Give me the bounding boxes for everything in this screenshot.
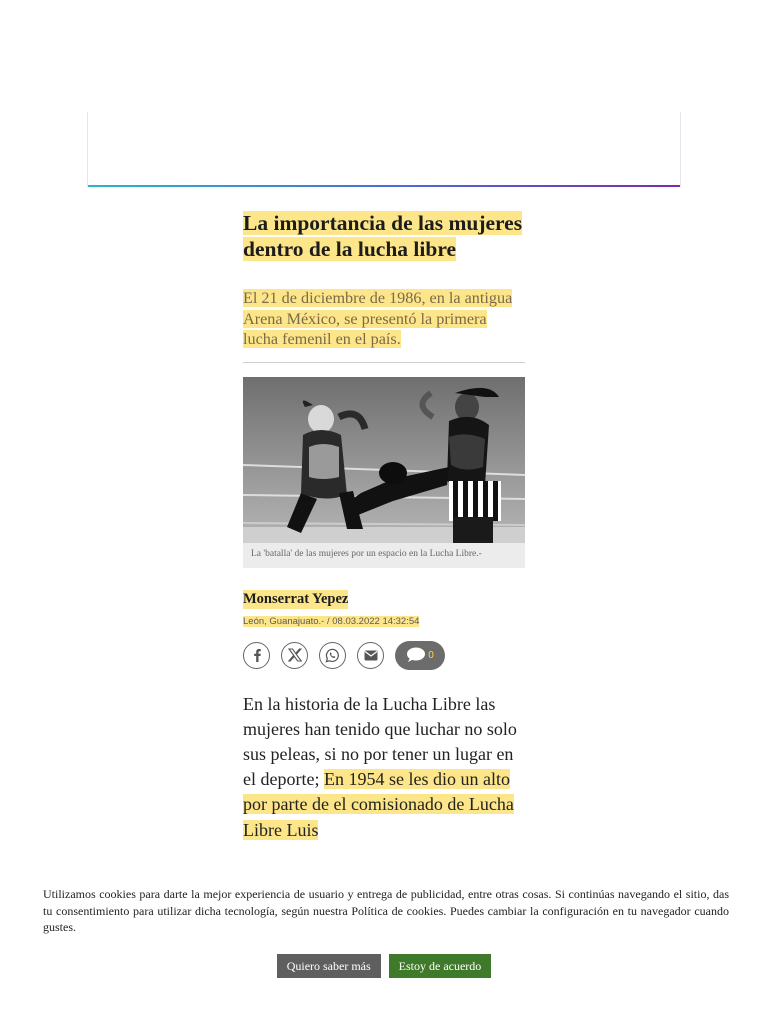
share-facebook-button[interactable]	[243, 642, 270, 669]
share-whatsapp-button[interactable]	[319, 642, 346, 669]
article	[243, 210, 525, 843]
x-icon	[288, 648, 302, 662]
comment-icon	[406, 647, 426, 663]
ad-banner[interactable]	[87, 112, 681, 187]
article-body	[243, 692, 525, 843]
cookie-banner	[0, 876, 768, 1024]
article-body-text: En la historia de la Lucha Libre las mujeres han tenido que luchar no solo sus peleas, si no por tener un lugar en el deporte;	[243, 693, 517, 790]
article-body-highlight: En 1954 se les dio un alto por parte de el comisionado de Lucha Libre Luis	[243, 769, 514, 840]
article-meta: León, Guanajuato.- / 08.03.2022 14:32:54	[243, 615, 420, 627]
facebook-icon	[251, 648, 263, 662]
cookie-more-info-button[interactable]: Quiero saber más	[277, 954, 381, 978]
comment-count: 0	[428, 649, 434, 661]
ad-banner-gradient-line	[88, 185, 680, 187]
whatsapp-icon	[325, 648, 340, 663]
share-email-button[interactable]	[357, 642, 384, 669]
article-title: La importancia de las mujeres dentro de la lucha libre	[243, 211, 523, 261]
share-x-button[interactable]	[281, 642, 308, 669]
article-subtitle: El 21 de diciembre de 1986, en la antigua Arena México, se presentó la primera lucha femenil en el país.	[243, 289, 513, 348]
cookie-actions	[0, 954, 768, 978]
share-bar	[243, 641, 525, 670]
author-name[interactable]: Monserrat Yepez	[243, 590, 349, 607]
cookie-accept-button[interactable]: Estoy de acuerdo	[389, 954, 492, 978]
cookie-message: Utilizamos cookies para darte la mejor experiencia de usuario y entrega de publicidad, entre otras cosas. Si continúas navegando el sitio, das tu consentimiento para utilizar dicha tecnología, según nuestra Política de cookies. Puedes cambiar la configuración en tu navegador cuando gustes.	[43, 887, 729, 934]
email-icon	[364, 650, 378, 661]
divider	[243, 362, 525, 363]
article-photo[interactable]	[243, 377, 525, 543]
image-caption: La 'batalla' de las mujeres por un espacio en la Lucha Libre.-	[251, 548, 482, 559]
article-figure	[243, 377, 525, 568]
comments-button[interactable]	[395, 641, 445, 670]
